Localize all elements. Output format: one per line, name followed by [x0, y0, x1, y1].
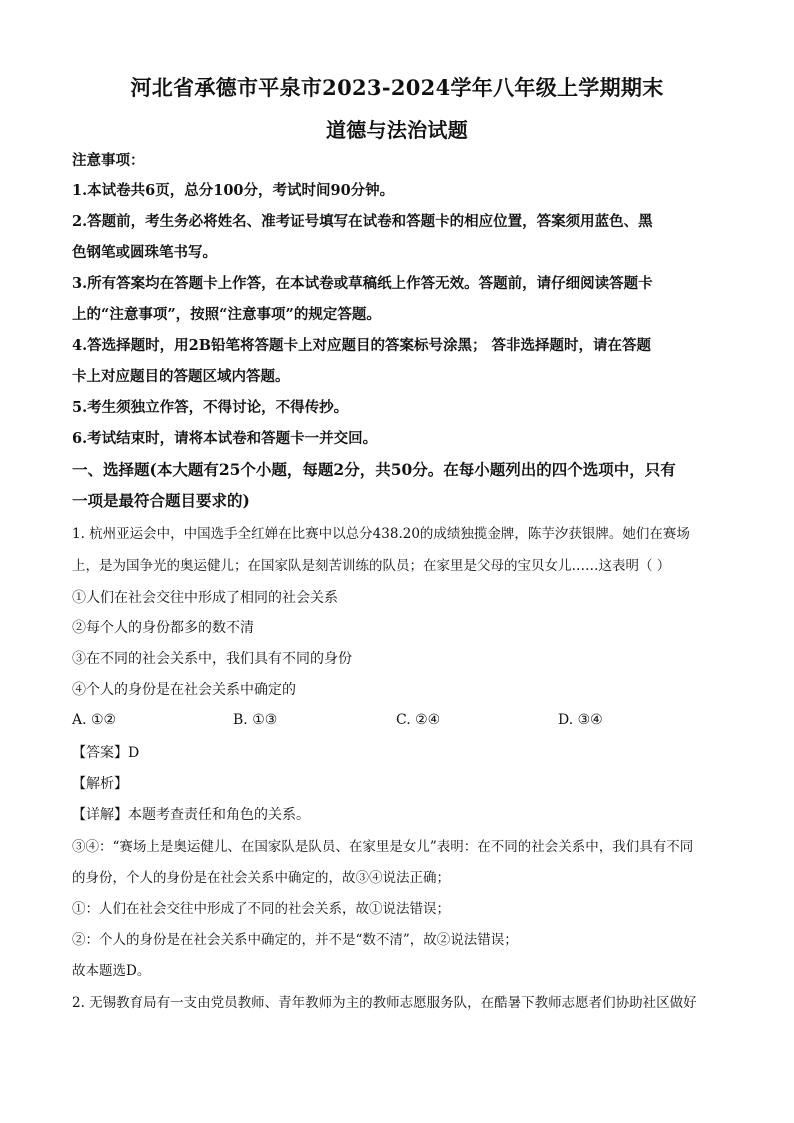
exam-title: 河北省承德市平泉市2023-2024学年八年级上学期期末 — [130, 75, 664, 100]
statement-3: ③在不同的社会关系中，我们具有不同的身份 — [72, 651, 352, 667]
option-b: B. ①③ — [233, 712, 278, 728]
note-line: 色钢笔或圆珠笔书写。 — [72, 244, 217, 261]
statement-2: ②每个人的身份都多的数不清 — [72, 620, 254, 636]
note-line: 2.答题前，考生务必将姓名、准考证号填写在试卷和答题卡的相应位置，答案须用蓝色、黑 — [72, 213, 653, 230]
note-line: 4.答选择题时，用2B铅笔将答题卡上对应题目的答案标号涂黑； 答非选择题时，请在答题 — [72, 337, 652, 354]
option-a: A. ①② — [72, 712, 117, 728]
statement-4: ④个人的身份是在社会关系中确定的 — [72, 682, 296, 698]
explanation-line: ③④：“赛场上是奥运健儿、在国家队是队员、在家里是女儿”表明：在不同的社会关系中，我们具有不同 — [72, 839, 694, 855]
notes-heading: 注意事项： — [72, 152, 145, 169]
question-1-stem-cont: 上，是为国争光的奥运健儿；在国家队是刻苦训练的队员；在家里是父母的宝贝女儿……这表明（ ） — [72, 558, 671, 574]
analysis-label: 【解析】 — [72, 776, 128, 792]
note-line: 6.考试结束时，请将本试卷和答题卡一并交回。 — [72, 430, 378, 447]
note-line: 1.本试卷共6页，总分100分，考试时间90分钟。 — [72, 182, 395, 199]
explanation-line: ②：个人的身份是在社会关系中确定的，并不是“数不清”，故②说法错误； — [72, 932, 518, 948]
option-c: C. ②④ — [396, 712, 441, 728]
exam-subtitle: 道德与法治试题 — [325, 118, 469, 142]
question-2-stem: 2. 无锡教育局有一支由党员教师、青年教师为主的教师志愿服务队，在酷暑下教师志愿者们协助社区做好 — [72, 995, 697, 1011]
statement-1: ①人们在社会交往中形成了相同的社会关系 — [72, 590, 338, 606]
note-line: 5.考生须独立作答，不得讨论，不得传抄。 — [72, 399, 349, 416]
question-1-stem: 1. 杭州亚运会中，中国选手全红婵在比赛中以总分438.20的成绩独揽金牌，陈芋汐获银牌。她们在赛场 — [72, 526, 690, 542]
section-heading-cont: 一项是最符合题目要求的) — [72, 491, 250, 510]
section-heading: 一、选择题(本大题有25个小题，每题2分，共50分。在每小题列出的四个选项中，只有 — [72, 460, 676, 479]
answer-label: 【答案】D — [72, 745, 140, 761]
note-line: 卡上对应题目的答题区域内答题。 — [72, 368, 290, 385]
option-d: D. ③④ — [558, 712, 603, 728]
explanation-line: ①：人们在社会交往中形成了不同的社会关系，故①说法错误； — [72, 901, 450, 917]
explanation-line: 的身份，个人的身份是在社会关系中确定的，故③④说法正确； — [72, 870, 450, 886]
note-line: 上的“注意事项”，按照“注意事项”的规定答题。 — [72, 306, 381, 323]
detail-line: 【详解】本题考查责任和角色的关系。 — [72, 807, 310, 823]
note-line: 3.所有答案均在答题卡上作答，在本试卷或草稿纸上作答无效。答题前，请仔细阅读答题卡 — [72, 275, 653, 292]
conclusion-line: 故本题选D。 — [72, 963, 151, 979]
